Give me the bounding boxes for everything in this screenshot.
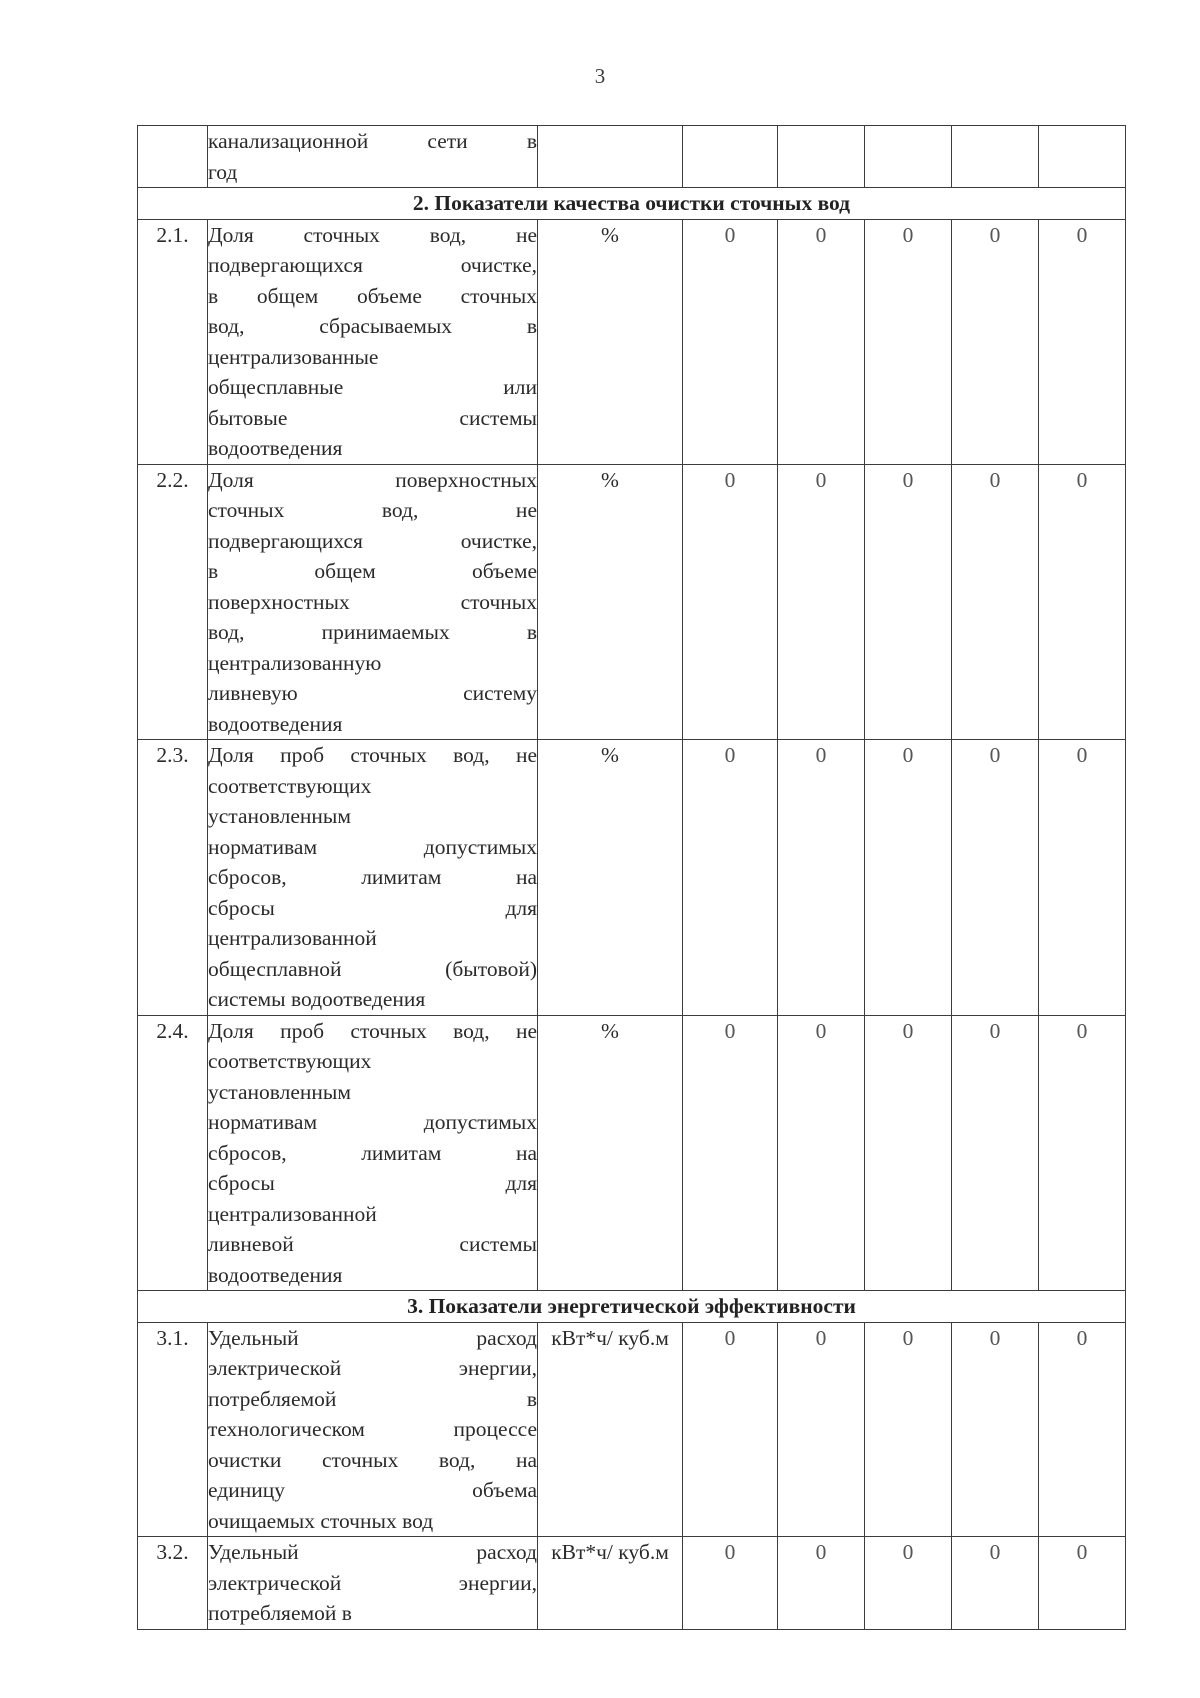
row-number: 3.1. <box>138 1322 208 1537</box>
value-cell <box>1039 126 1126 188</box>
indicator-row <box>138 740 1126 1016</box>
description-line: сточных вод, не <box>208 498 537 522</box>
indicator-description <box>208 464 538 740</box>
page-number: 3 <box>594 64 606 88</box>
description-line: водоотведения <box>208 436 343 460</box>
description-line: нормативам допустимых <box>208 1110 537 1134</box>
value-cell: 0 <box>683 464 778 740</box>
row-number: 2.3. <box>138 740 208 1016</box>
section-title: 3. Показатели энергетической эффективности <box>138 1291 1126 1323</box>
indicator-description <box>208 1015 538 1291</box>
description-line: соответствующих <box>208 773 372 798</box>
description-line: канализационной сети в <box>208 129 537 153</box>
row-number: 2.4. <box>138 1015 208 1291</box>
value-cell: 0 <box>1039 219 1126 464</box>
indicator-row <box>138 126 1126 188</box>
value-cell: 0 <box>778 219 865 464</box>
value-cell: 0 <box>683 1015 778 1291</box>
row-number: 2.1. <box>138 219 208 464</box>
description-line: электрической энергии, <box>208 1570 537 1595</box>
description-line: подвергающихся очистке, <box>208 253 537 277</box>
value-cell <box>778 126 865 188</box>
value-cell: 0 <box>952 1537 1039 1630</box>
value-cell: 0 <box>778 740 865 1016</box>
description-line: водоотведения <box>208 711 343 736</box>
description-line: подвергающихся очистке, <box>208 528 537 553</box>
value-cell: 0 <box>952 1015 1039 1291</box>
description-line: Доля проб сточных вод, не <box>208 1018 537 1043</box>
unit-cell <box>538 126 683 188</box>
indicator-row <box>138 1015 1126 1291</box>
description-line: в общем объеме <box>208 559 537 583</box>
value-cell: 0 <box>683 1322 778 1537</box>
description-line: в общем объеме сточных <box>208 283 537 308</box>
description-line: ливневой системы <box>208 1232 537 1256</box>
value-cell: 0 <box>865 464 952 740</box>
description-line: сбросов, лимитам на <box>208 1140 537 1165</box>
section-title: 2. Показатели качества очистки сточных вод <box>138 188 1126 220</box>
value-cell: 0 <box>952 219 1039 464</box>
indicator-row <box>138 464 1126 740</box>
value-cell: 0 <box>952 1322 1039 1537</box>
value-cell: 0 <box>952 464 1039 740</box>
description-line: Удельный расход <box>208 1540 537 1564</box>
value-cell: 0 <box>1039 1015 1126 1291</box>
description-line: единицу объема <box>208 1478 537 1502</box>
value-cell: 0 <box>778 464 865 740</box>
value-cell: 0 <box>683 1537 778 1630</box>
unit-cell: % <box>538 219 683 464</box>
description-line: Доля проб сточных вод, не <box>208 743 537 767</box>
value-cell: 0 <box>778 1322 865 1537</box>
value-cell: 0 <box>865 219 952 464</box>
unit-cell: кВт*ч/ куб.м <box>538 1322 683 1537</box>
indicator-description <box>208 126 538 188</box>
row-number <box>138 126 208 188</box>
description-line: общесплавной (бытовой) <box>208 956 537 981</box>
value-cell: 0 <box>1039 1322 1126 1537</box>
description-line: потребляемой в <box>208 1386 537 1411</box>
value-cell <box>865 126 952 188</box>
description-line: системы водоотведения <box>208 987 426 1011</box>
description-line: очищаемых сточных вод <box>208 1508 434 1533</box>
description-line: установленным <box>208 1079 351 1104</box>
description-line: вод, принимаемых в <box>208 620 537 644</box>
description-line: установленным <box>208 804 351 828</box>
description-line: нормативам допустимых <box>208 834 537 859</box>
description-line: Удельный расход <box>208 1325 537 1350</box>
unit-cell: % <box>538 464 683 740</box>
description-line: технологическом процессе <box>208 1417 537 1441</box>
description-line: Доля сточных вод, не <box>208 222 537 247</box>
indicator-description <box>208 219 538 464</box>
description-line: общесплавные или <box>208 375 537 399</box>
row-number: 3.2. <box>138 1537 208 1630</box>
indicator-description <box>208 1322 538 1537</box>
value-cell: 0 <box>865 1537 952 1630</box>
indicators-table <box>137 125 1126 1630</box>
unit-cell: % <box>538 740 683 1016</box>
description-line: вод, сбрасываемых в <box>208 314 537 338</box>
description-line: потребляемой в <box>208 1601 352 1625</box>
description-line: сбросов, лимитам на <box>208 865 537 889</box>
description-line: ливневую систему <box>208 681 537 705</box>
description-line: водоотведения <box>208 1262 343 1287</box>
value-cell <box>952 126 1039 188</box>
indicator-row <box>138 1537 1126 1630</box>
value-cell: 0 <box>683 219 778 464</box>
value-cell <box>683 126 778 188</box>
section-header-row <box>138 1291 1126 1323</box>
section-header-row <box>138 188 1126 220</box>
value-cell: 0 <box>865 1015 952 1291</box>
description-line: соответствующих <box>208 1049 372 1073</box>
description-line: сбросы для <box>208 895 537 920</box>
description-line: год <box>208 159 238 184</box>
value-cell: 0 <box>1039 1537 1126 1630</box>
row-number: 2.2. <box>138 464 208 740</box>
description-line: сбросы для <box>208 1171 537 1195</box>
value-cell: 0 <box>1039 464 1126 740</box>
indicator-row <box>138 219 1126 464</box>
description-line: централизованной <box>208 926 377 950</box>
description-line: поверхностных сточных <box>208 589 537 614</box>
value-cell: 0 <box>865 1322 952 1537</box>
indicator-description <box>208 1537 538 1630</box>
value-cell: 0 <box>952 740 1039 1016</box>
value-cell: 0 <box>683 740 778 1016</box>
description-line: бытовые системы <box>208 405 537 430</box>
description-line: очистки сточных вод, на <box>208 1447 537 1472</box>
indicator-description <box>208 740 538 1016</box>
value-cell: 0 <box>865 740 952 1016</box>
value-cell: 0 <box>778 1537 865 1630</box>
description-line: централизованную <box>208 650 382 675</box>
value-cell: 0 <box>778 1015 865 1291</box>
unit-cell: % <box>538 1015 683 1291</box>
unit-cell: кВт*ч/ куб.м <box>538 1537 683 1630</box>
description-line: централизованные <box>208 344 379 369</box>
description-line: централизованной <box>208 1201 377 1226</box>
indicator-row <box>138 1322 1126 1537</box>
description-line: электрической энергии, <box>208 1356 537 1380</box>
value-cell: 0 <box>1039 740 1126 1016</box>
description-line: Доля поверхностных <box>208 467 537 492</box>
